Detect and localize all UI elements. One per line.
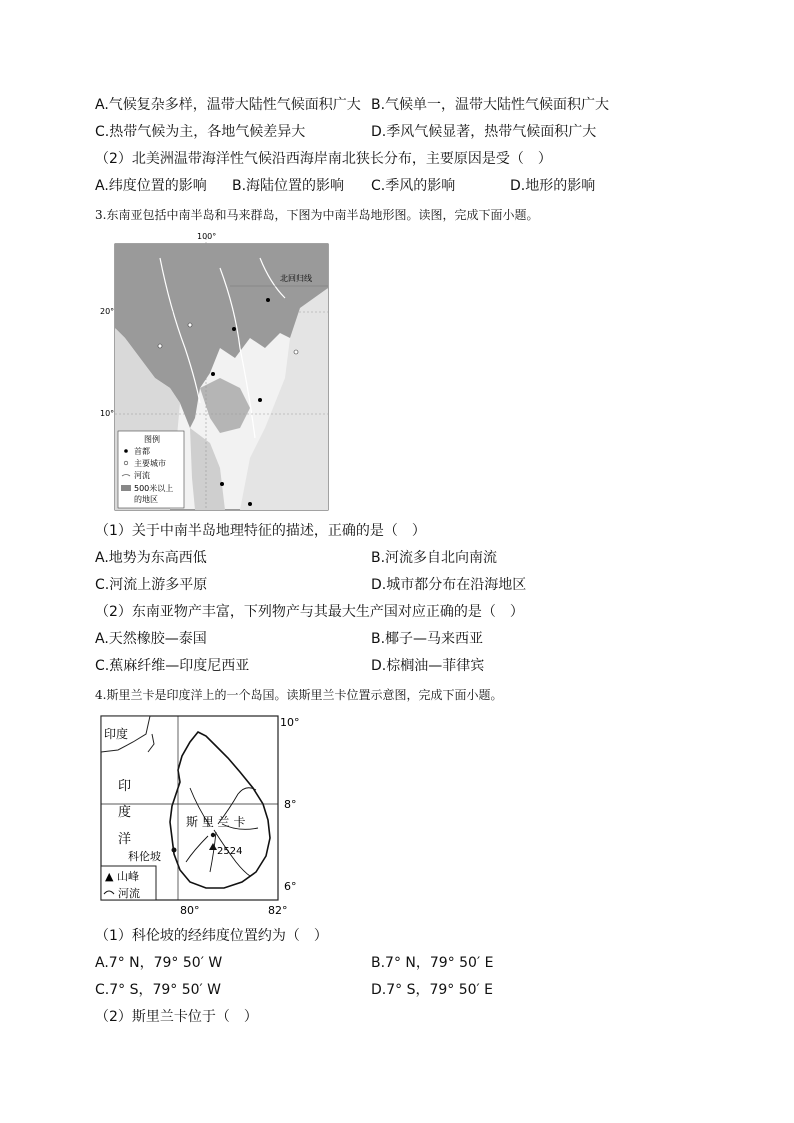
colombo-dot — [172, 848, 177, 853]
q4-sub1-option-b: B.7° N，79° 50′ E — [371, 955, 494, 971]
q2-sub2-question: （2）北美洲温带海洋性气候沿西海岸南北狭长分布，主要原因是受（ ） — [95, 151, 552, 167]
tropic-label: 北回归线 — [280, 274, 312, 283]
legend-river: 河流 — [118, 887, 140, 900]
india-label: 印度 — [104, 727, 129, 741]
capital-dot — [211, 833, 215, 837]
legend-title: 图例 — [144, 435, 160, 444]
svg-text:印: 印 — [118, 779, 132, 794]
q4-sub1-option-c: C.7° S，79° 50′ W — [95, 982, 222, 998]
q2-option-d: D.季风气候显著，热带气候面积广大 — [371, 124, 597, 140]
svg-text:河流: 河流 — [134, 471, 150, 480]
capital-dot — [248, 502, 252, 506]
svg-text:的地区: 的地区 — [134, 495, 158, 504]
q3-sub2-question: （2）东南亚物产丰富，下列物产与其最大生产国对应正确的是（ ） — [95, 604, 524, 620]
q3-sub1-option-a: A.地势为东高西低 — [95, 550, 207, 566]
q3-sub1-option-c: C.河流上游多平原 — [95, 577, 208, 593]
svg-text:82°: 82° — [268, 904, 288, 917]
capital-dot — [220, 482, 224, 486]
q3-sub1-option-d: D.城市都分布在沿海地区 — [371, 577, 527, 593]
legend-peak: ▲ 山峰 — [105, 870, 139, 883]
q3-sub2-option-c: C.蕉麻纤维—印度尼西亚 — [95, 658, 250, 674]
q2-sub2-option-d: D.地形的影响 — [510, 178, 596, 194]
city-dot — [188, 323, 192, 327]
svg-text:首都: 首都 — [134, 447, 150, 456]
svg-text:80°: 80° — [180, 904, 200, 917]
q4-sub1-question: （1）科伦坡的经纬度位置约为（ ） — [95, 928, 328, 944]
q2-option-b: B.气候单一，温带大陆性气候面积广大 — [371, 97, 610, 113]
q2-sub2-option-c: C.季风的影响 — [371, 178, 456, 194]
svg-text:度: 度 — [118, 805, 132, 820]
city-dot — [294, 350, 298, 354]
q4-sub2-question: （2）斯里兰卡位于（ ） — [95, 1009, 258, 1025]
q3-sub2-option-b: B.椰子—马来西亚 — [371, 631, 484, 647]
q2-sub2-option-b: B.海陆位置的影响 — [232, 178, 345, 194]
indochina-terrain-map — [100, 228, 340, 513]
capital-dot — [211, 372, 215, 376]
svg-text:8°: 8° — [284, 798, 297, 811]
svg-text:6°: 6° — [284, 880, 297, 893]
svg-text:洋: 洋 — [118, 832, 132, 847]
svg-text:500米以上: 500米以上 — [134, 484, 174, 493]
q4-stem: 4.斯里兰卡是印度洋上的一个岛国。读斯里兰卡位置示意图，完成下面小题。 — [95, 688, 503, 702]
q2-sub2-option-a: A.纬度位置的影响 — [95, 178, 207, 194]
lat-label: 10° — [100, 409, 115, 418]
q2-option-a: A.气候复杂多样，温带大陆性气候面积广大 — [95, 97, 361, 113]
q3-stem: 3.东南亚包括中南半岛和马来群岛，下图为中南半岛地形图。读图，完成下面小题。 — [95, 208, 539, 222]
q3-sub2-option-a: A.天然橡胶—泰国 — [95, 631, 207, 647]
capital-dot — [232, 327, 236, 331]
capital-dot — [266, 298, 270, 302]
svg-text:主要城市: 主要城市 — [134, 459, 166, 468]
peak-elevation: 2524 — [217, 846, 243, 857]
lat-label: 20° — [100, 307, 115, 316]
country-label: 斯 里 兰 卡 — [186, 815, 246, 829]
colombo-label: 科伦坡 — [128, 850, 161, 863]
q4-sub1-option-a: A.7° N，79° 50′ W — [95, 955, 223, 971]
city-dot — [158, 344, 162, 348]
capital-dot — [258, 398, 262, 402]
sri-lanka-location-map — [98, 712, 308, 920]
q3-sub2-option-d: D.棕榈油—菲律宾 — [371, 658, 485, 674]
q3-sub1-option-b: B.河流多自北向南流 — [371, 550, 498, 566]
q3-sub1-question: （1）关于中南半岛地理特征的描述，正确的是（ ） — [95, 523, 426, 539]
q4-sub1-option-d: D.7° S，79° 50′ E — [371, 982, 494, 998]
svg-text:10°: 10° — [280, 716, 300, 729]
q2-option-c: C.热带气候为主，各地气候差异大 — [95, 124, 306, 140]
lon-label: 100° — [197, 232, 217, 241]
